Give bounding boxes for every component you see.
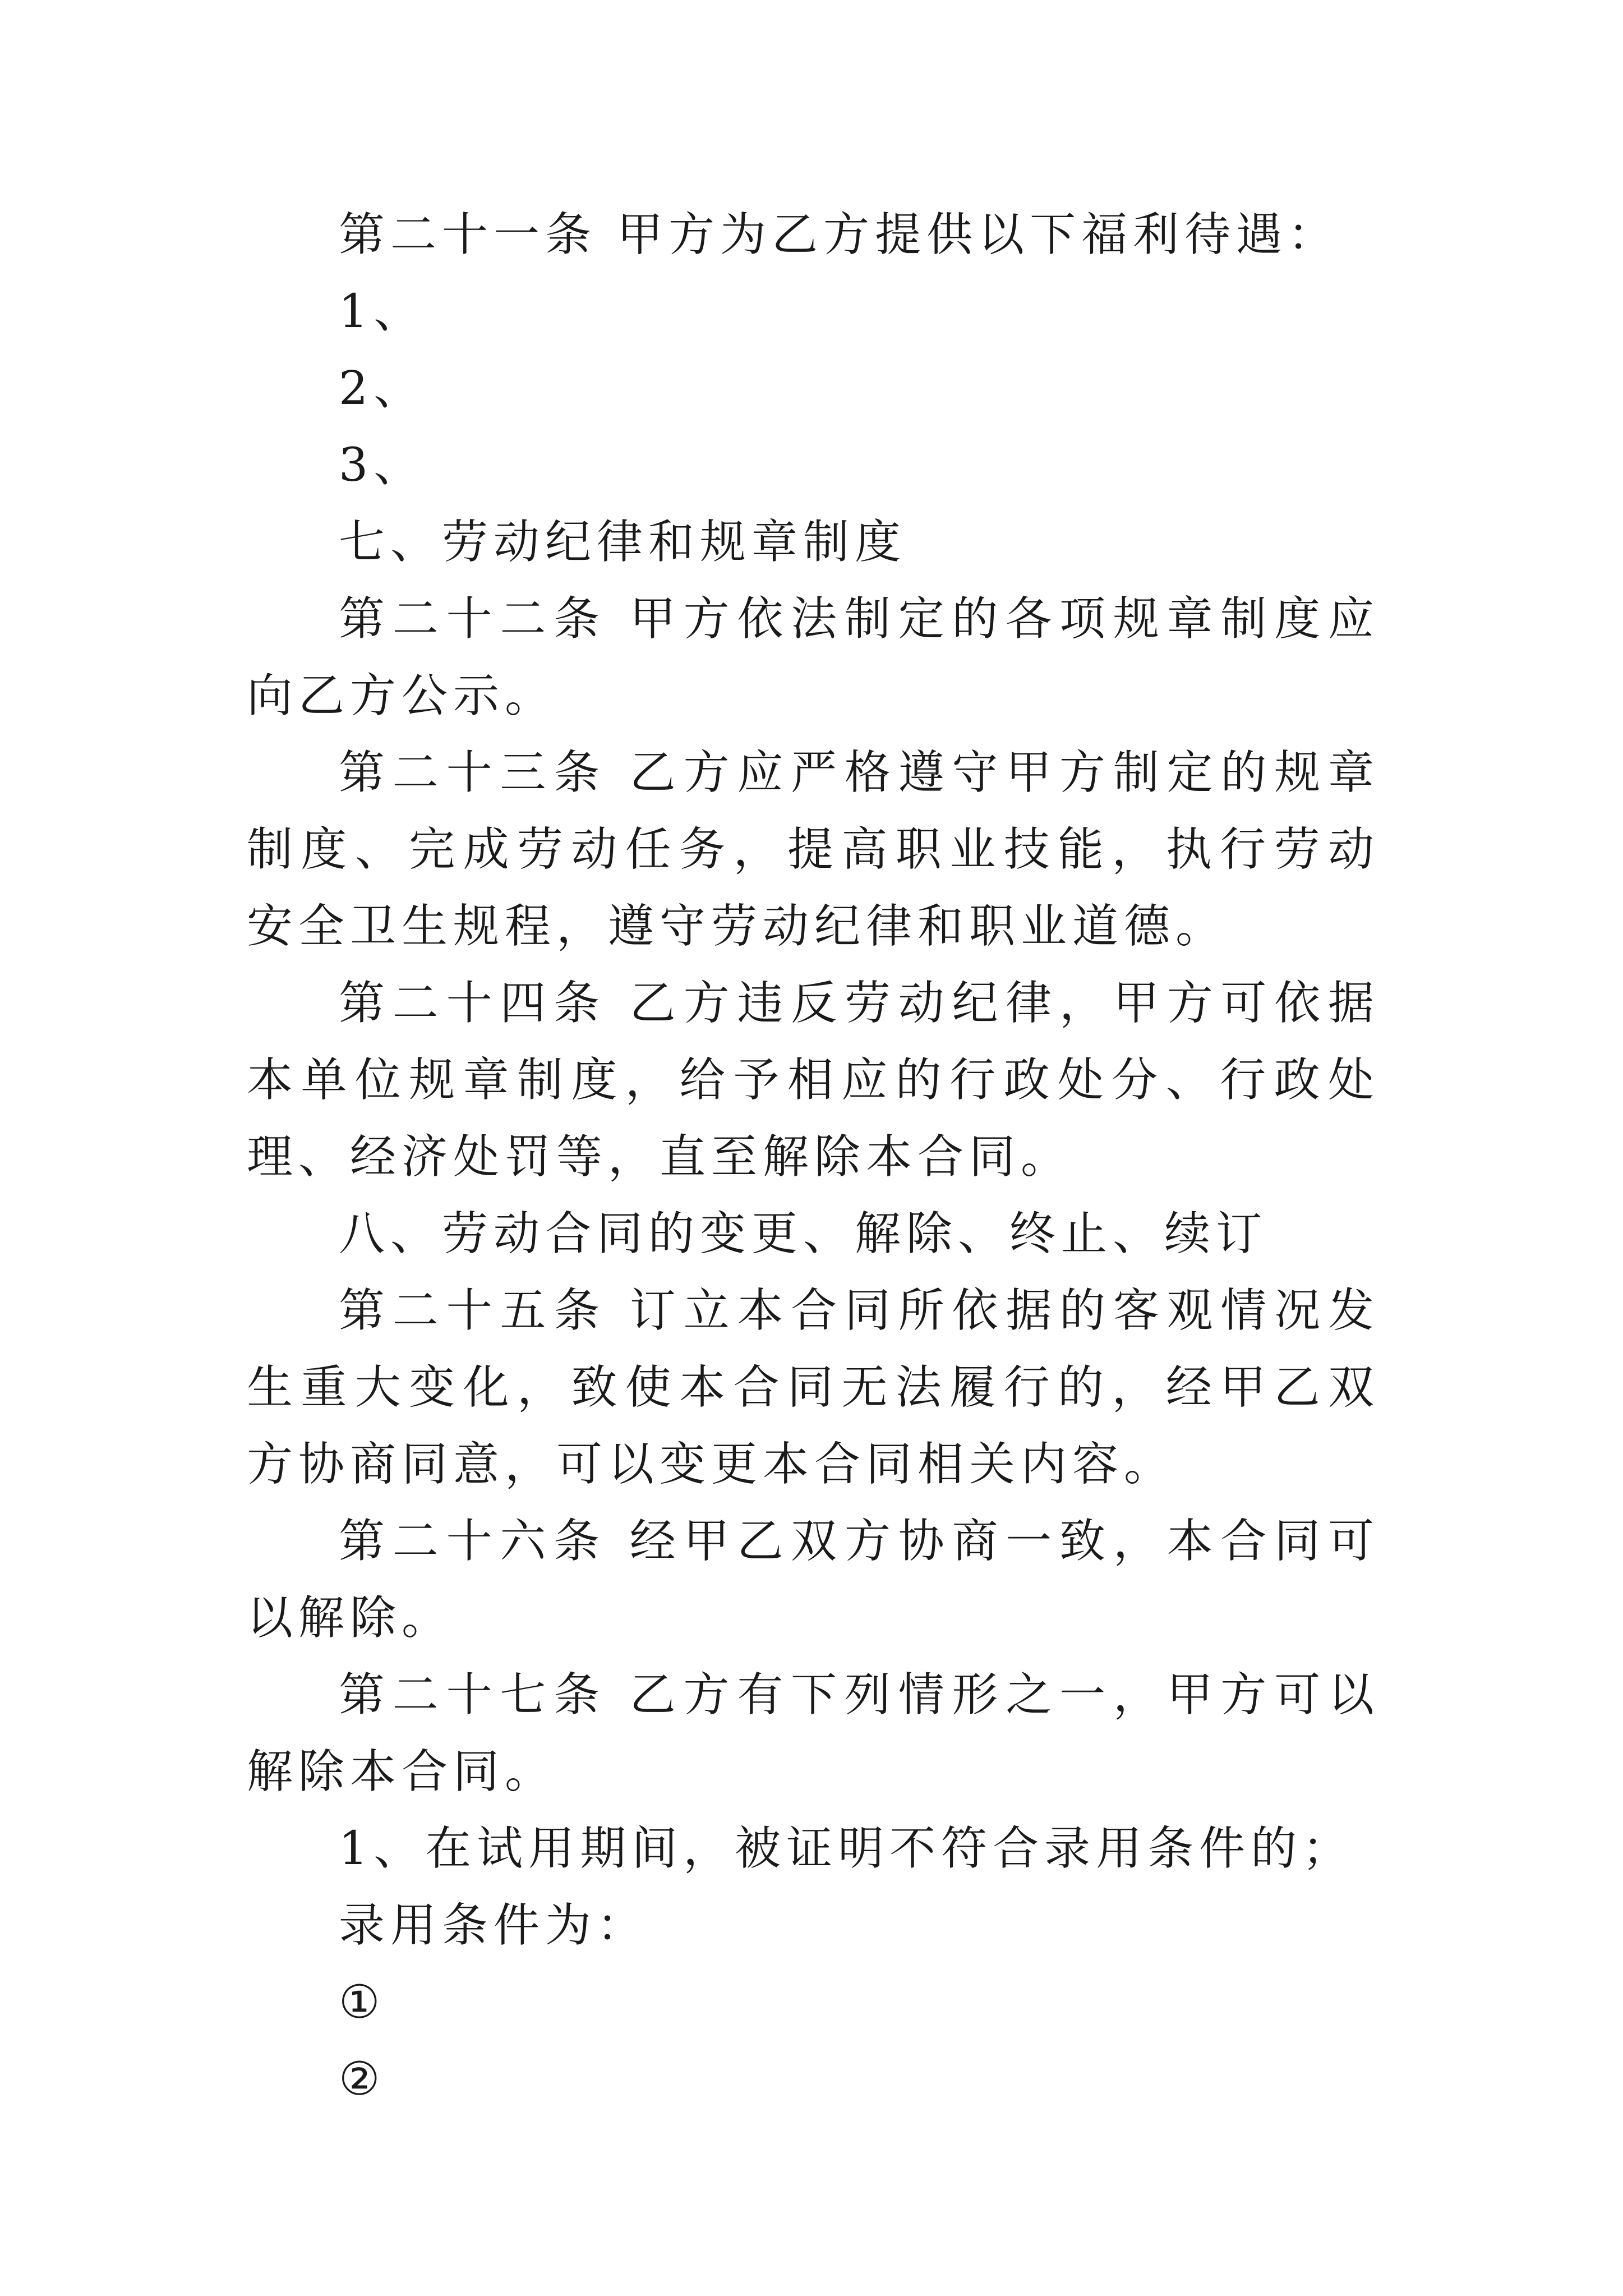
article-26: 第二十六条 经甲乙双方协商一致，本合同可以解除。 <box>247 1515 1380 1645</box>
section-heading-8: 八、劳动合同的变更、解除、终止、续订 <box>339 1207 1268 1260</box>
list-item-3: 3、 <box>339 439 426 492</box>
article-25: 第二十五条 订立本合同所依据的客观情况发生重大变化，致使本合同无法履行的，经甲乙双方协商同意，可以变更本合同相关内容。 <box>247 1284 1380 1491</box>
article-27: 第二十七条 乙方有下列情形之一，甲方可以解除本合同。 <box>247 1668 1380 1798</box>
article-23: 第二十三条 乙方应严格遵守甲方制定的规章制度、完成劳动任务，提高职业技能，执行劳动安全卫生规程，遵守劳动纪律和职业道德。 <box>247 746 1380 953</box>
list-item-1: 1、 <box>339 285 426 338</box>
article-21: 第二十一条 甲方为乙方提供以下福利待遇： <box>339 208 1340 261</box>
hiring-condition-2: ② <box>339 2053 386 2106</box>
list-item-2: 2、 <box>339 362 426 415</box>
hiring-condition-1: ① <box>339 1976 386 2029</box>
document-body <box>247 196 1380 2118</box>
article-27-item-1: 1、在试用期间，被证明不符合录用条件的； <box>339 1822 1354 1875</box>
section-heading-7: 七、劳动纪律和规章制度 <box>339 516 907 569</box>
hiring-conditions-label: 录用条件为： <box>339 1899 649 1952</box>
article-22: 第二十二条 甲方依法制定的各项规章制度应向乙方公示。 <box>247 592 1380 723</box>
article-24: 第二十四条 乙方违反劳动纪律，甲方可依据本单位规章制度，给予相应的行政处分、行政处理、经济处罚等，直至解除本合同。 <box>247 977 1380 1184</box>
